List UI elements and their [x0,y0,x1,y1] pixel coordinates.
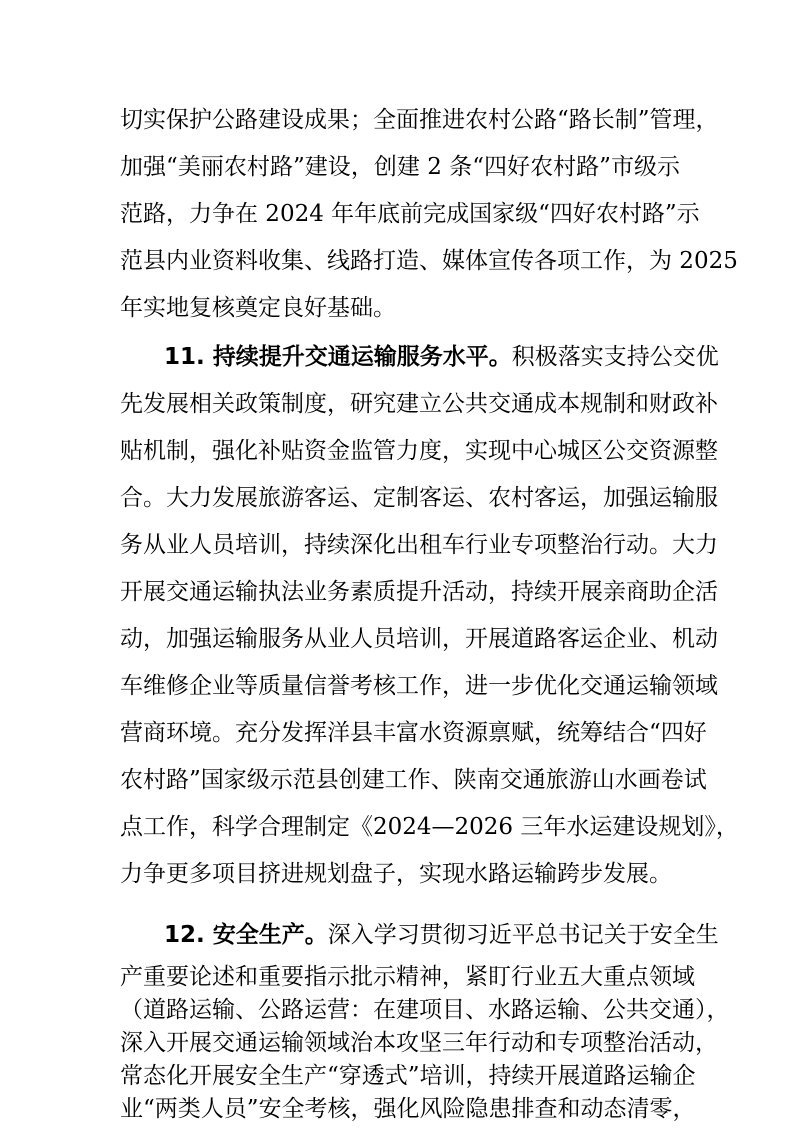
body-text-line: 范县内业资料收集、线路打造、媒体宣传各项工作，为 2025 [120,248,738,274]
body-text-line: 合。大力发展旅游客运、定制客运、农村客运，加强运输服 [120,485,718,511]
body-text-line: 加强“美丽农村路”建设，创建 2 条“四好农村路”市级示 [120,154,680,180]
body-text-line: 车维修企业等质量信誉考核工作，进一步优化交通运输领域 [120,673,718,699]
body-text-line: 范路，力争在 2024 年年底前完成国家级“四好农村路”示 [120,201,700,227]
body-text-line: （道路运输、公路运营：在建项目、水路运输、公共交通）， [120,997,730,1023]
body-text-line: 力争更多项目挤进规划盘子，实现水路运输跨步发展。 [120,861,672,887]
body-text-line: 深入开展交通运输领域治本攻坚三年行动和专项整治活动， [120,1030,718,1056]
section-11-first-line-text: 积极落实支持公交优 [511,344,719,370]
body-text-line: 动，加强运输服务从业人员培训，开展道路客运企业、机动 [120,626,718,652]
body-text-line: 业“两类人员”安全考核，强化风险隐患排查和动态清零， [120,1096,696,1122]
body-text-line: 点工作，科学合理制定《2024—2026 三年水运建设规划》， [120,814,739,840]
section-11-first-line [164,337,719,377]
body-text-line: 贴机制，强化补贴资金监管力度，实现中心城区公交资源整 [120,438,718,464]
body-text-line: 常态化开展安全生产“穿透式”培训，持续开展道路运输企 [120,1063,696,1089]
body-text-line: 产重要论述和重要指示批示精神，紧盯行业五大重点领域 [120,964,695,990]
body-text-line: 开展交通运输执法业务素质提升活动，持续开展亲商助企活 [120,579,718,605]
body-text-line: 切实保护公路建设成果；全面推进农村公路“路长制”管理， [120,107,719,133]
section-12-first-line [164,915,719,955]
body-text-line: 营商环境。充分发挥洋县丰富水资源禀赋，统筹结合“四好 [120,720,707,746]
section-11-heading: 11. 持续提升交通运输服务水平。 [164,344,512,370]
section-12-first-line-text: 深入学习贯彻习近平总书记关于安全生 [327,922,719,948]
body-text-line: 先发展相关政策制度，研究建立公共交通成本规制和财政补 [120,391,718,417]
section-12-heading: 12. 安全生产。 [164,922,328,948]
body-text-line: 务从业人员培训，持续深化出租车行业专项整治行动。大力 [120,532,718,558]
body-text-line: 农村路”国家级示范县创建工作、陕南交通旅游山水画卷试 [120,767,707,793]
body-text-line: 年实地复核奠定良好基础。 [120,295,396,321]
